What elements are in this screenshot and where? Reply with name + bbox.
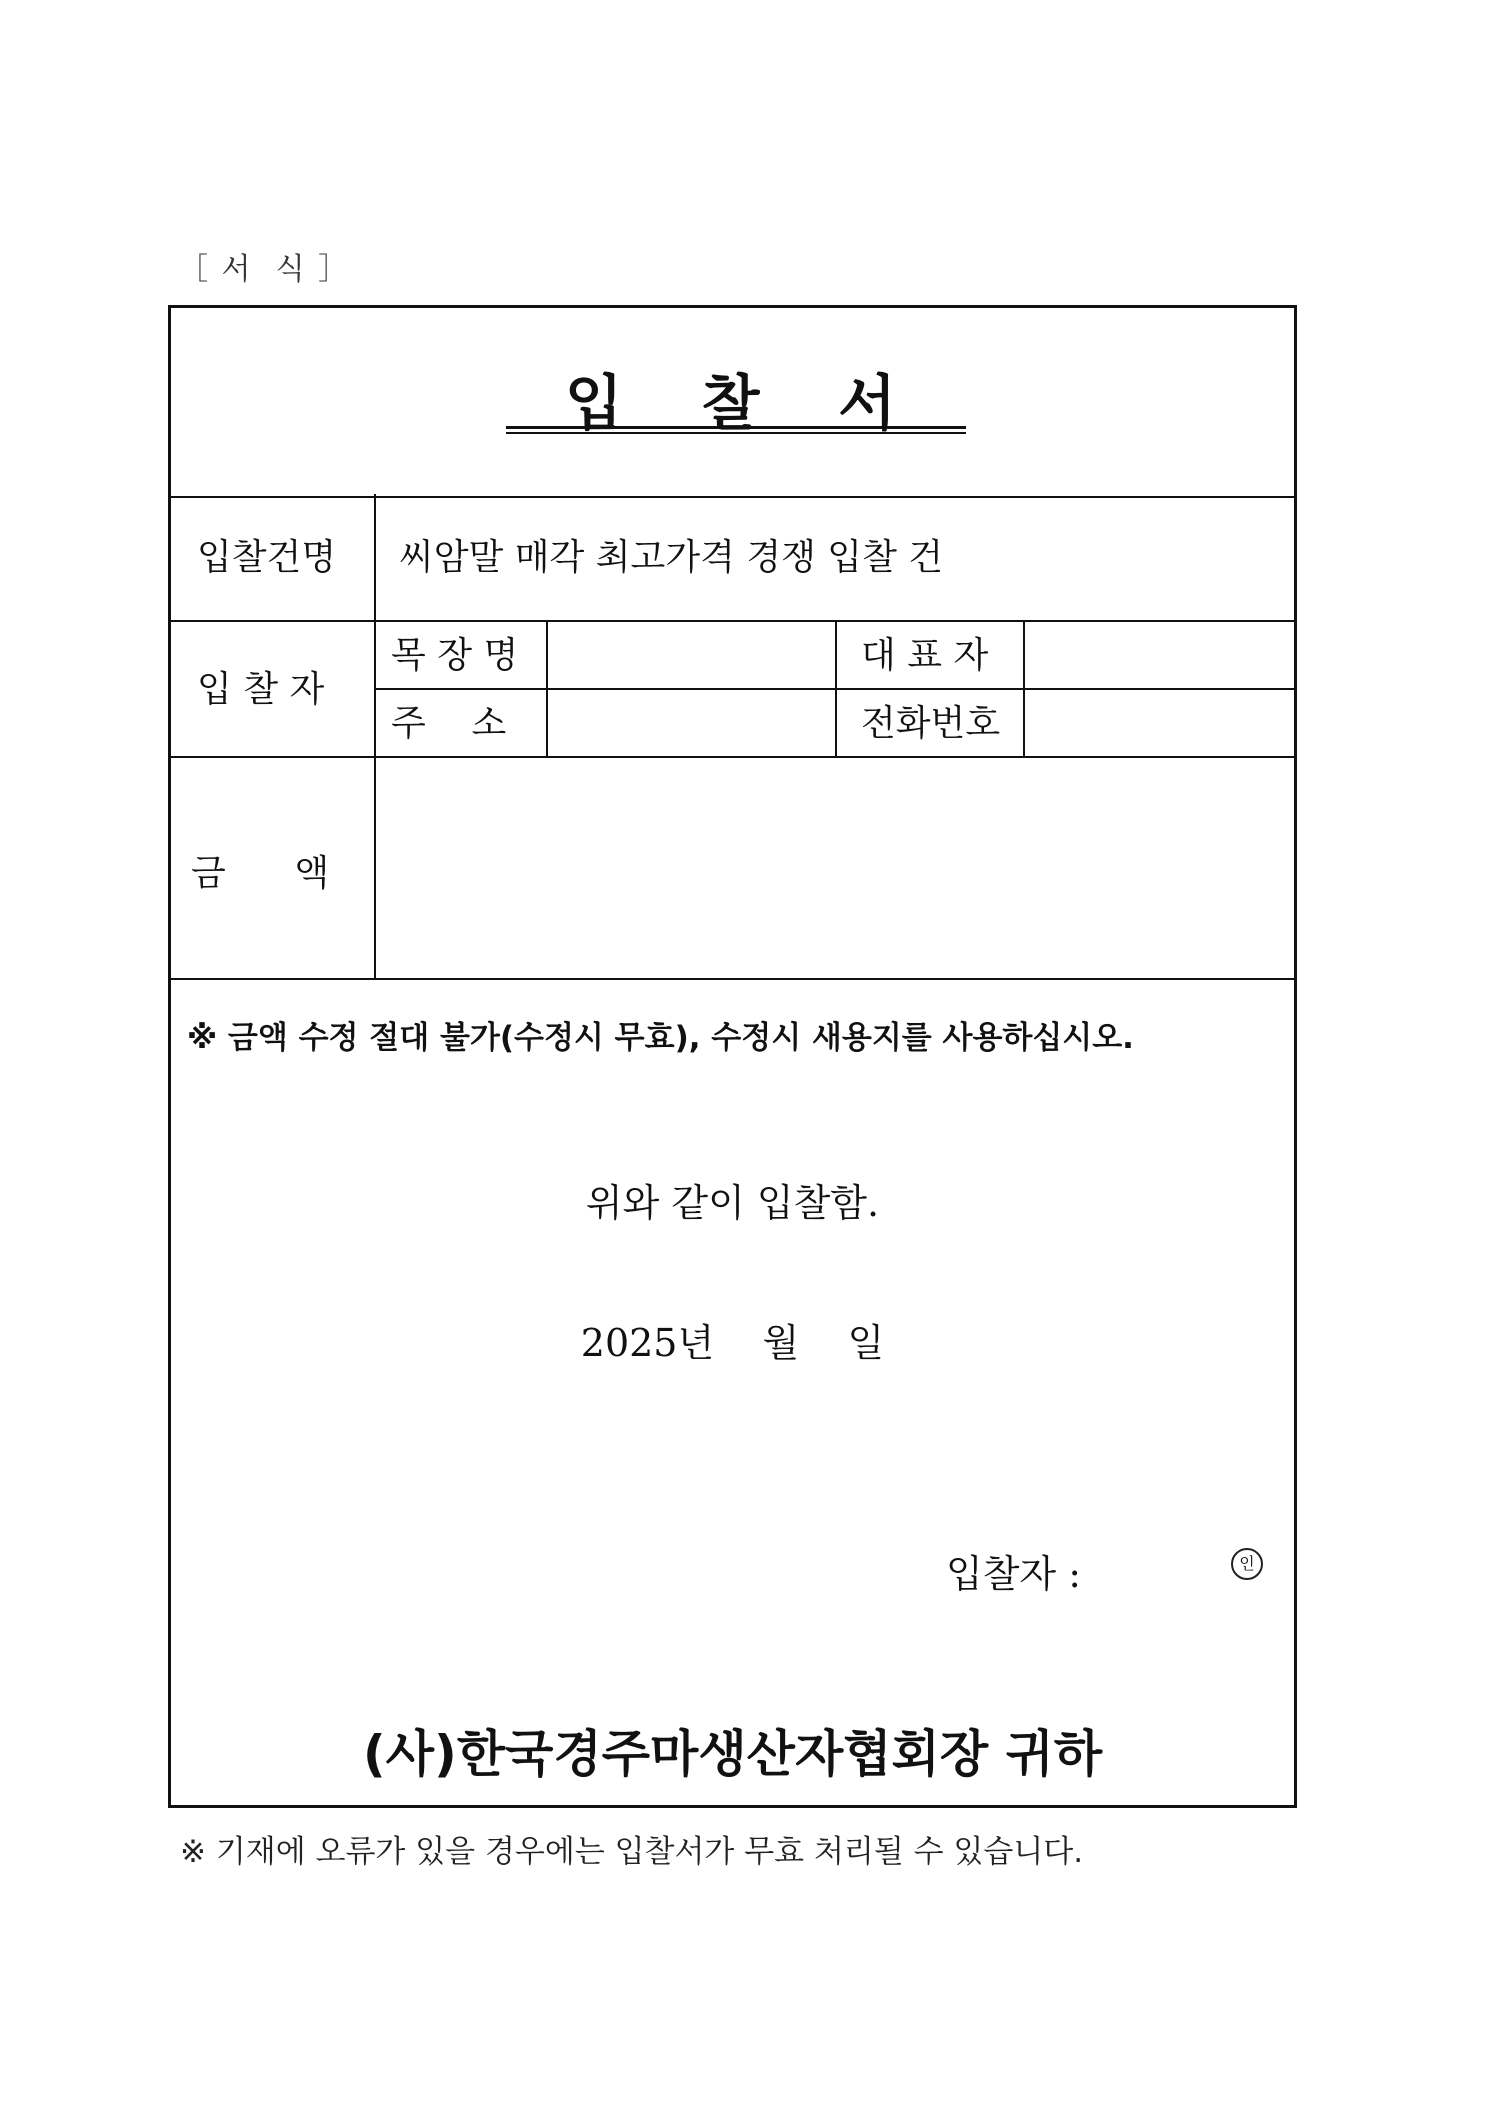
address-label: 주 소 (391, 703, 507, 744)
bid-name-value: 씨암말 매각 최고가격 경쟁 입찰 건 (399, 537, 944, 578)
title-underline-second (506, 432, 966, 434)
bid-name-label: 입찰건명 (197, 537, 337, 578)
column-divider-sublabel (546, 620, 548, 756)
title-underline (506, 426, 966, 429)
bidder-label: 입 찰 자 (197, 669, 325, 710)
addressee: (사)한국경주마생산자협회장 귀하 (362, 1725, 1103, 1783)
amount-label: 금 액 (191, 853, 330, 894)
row-divider-bidder (171, 756, 1294, 758)
column-divider-label (374, 494, 376, 978)
statement: 위와 같이 입찰함. (585, 1181, 880, 1225)
amount-notice: ※ 금액 수정 절대 불가(수정시 무효), 수정시 새용지를 사용하십시오. (187, 1020, 1134, 1056)
seal-icon: 인 (1231, 1548, 1263, 1580)
column-divider-mid (835, 620, 837, 756)
title-row (171, 308, 1294, 498)
bid-form-frame (168, 305, 1297, 1808)
footnote: ※ 기재에 오류가 있을 경우에는 입찰서가 무효 처리될 수 있습니다. (180, 1834, 1084, 1870)
ranch-name-label: 목 장 명 (391, 635, 519, 676)
page-title: 입 찰 서 (564, 369, 901, 439)
row-divider-amount (171, 978, 1294, 980)
date-line: 2025년 월 일 (580, 1321, 885, 1365)
row-divider-bid-name (171, 620, 1294, 622)
bidder-signature-label: 입찰자 : (946, 1552, 1082, 1596)
form-label: ［ 서 식 ］ (178, 252, 351, 287)
representative-label: 대 표 자 (861, 635, 989, 676)
phone-label: 전화번호 (861, 703, 1001, 744)
column-divider-right-label (1023, 620, 1025, 756)
